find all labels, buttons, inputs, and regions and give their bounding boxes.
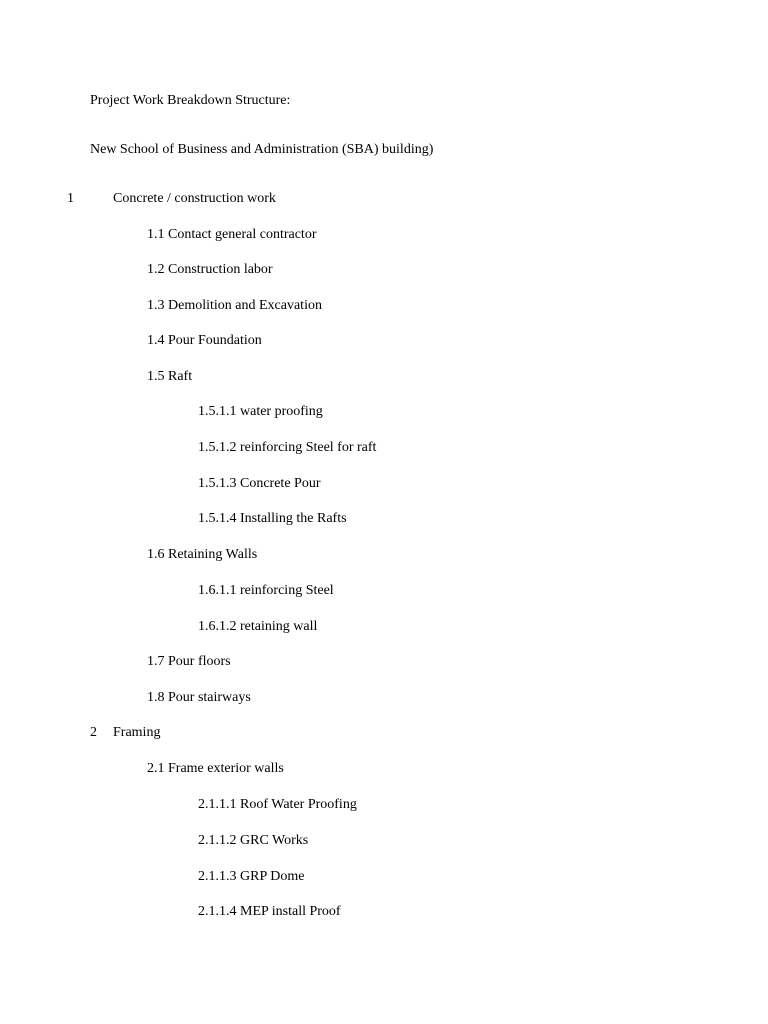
wbs-subitem-1-5-1-1: 1.5.1.1 water proofing <box>198 404 323 419</box>
wbs-item-1-3: 1.3 Demolition and Excavation <box>147 298 322 313</box>
document-title: Project Work Breakdown Structure: <box>90 93 291 108</box>
wbs-item-1-1: 1.1 Contact general contractor <box>147 227 317 242</box>
wbs-subitem-1-5-1-4: 1.5.1.4 Installing the Rafts <box>198 511 347 526</box>
wbs-subitem-2-1-1-1: 2.1.1.1 Roof Water Proofing <box>198 797 357 812</box>
wbs-item-1-4: 1.4 Pour Foundation <box>147 333 262 348</box>
wbs-item-1-2: 1.2 Construction labor <box>147 262 273 277</box>
wbs-item-1-7: 1.7 Pour floors <box>147 654 231 669</box>
wbs-subitem-1-5-1-3: 1.5.1.3 Concrete Pour <box>198 476 321 491</box>
section-1-number: 1 <box>67 191 74 206</box>
section-2-heading: Framing <box>113 725 161 740</box>
document-subtitle: New School of Business and Administration (SBA) building) <box>90 142 434 157</box>
section-2-number: 2 <box>90 725 97 740</box>
wbs-item-1-8: 1.8 Pour stairways <box>147 690 251 705</box>
section-1-heading: Concrete / construction work <box>113 191 276 206</box>
wbs-subitem-2-1-1-4: 2.1.1.4 MEP install Proof <box>198 904 341 919</box>
wbs-item-2-1: 2.1 Frame exterior walls <box>147 761 284 776</box>
wbs-subitem-2-1-1-2: 2.1.1.2 GRC Works <box>198 833 309 848</box>
wbs-subitem-1-6-1-1: 1.6.1.1 reinforcing Steel <box>198 583 334 598</box>
wbs-subitem-2-1-1-3: 2.1.1.3 GRP Dome <box>198 869 305 884</box>
wbs-item-1-6: 1.6 Retaining Walls <box>147 547 258 562</box>
wbs-item-1-5: 1.5 Raft <box>147 369 193 384</box>
wbs-subitem-1-6-1-2: 1.6.1.2 retaining wall <box>198 619 318 634</box>
wbs-subitem-1-5-1-2: 1.5.1.2 reinforcing Steel for raft <box>198 440 377 455</box>
